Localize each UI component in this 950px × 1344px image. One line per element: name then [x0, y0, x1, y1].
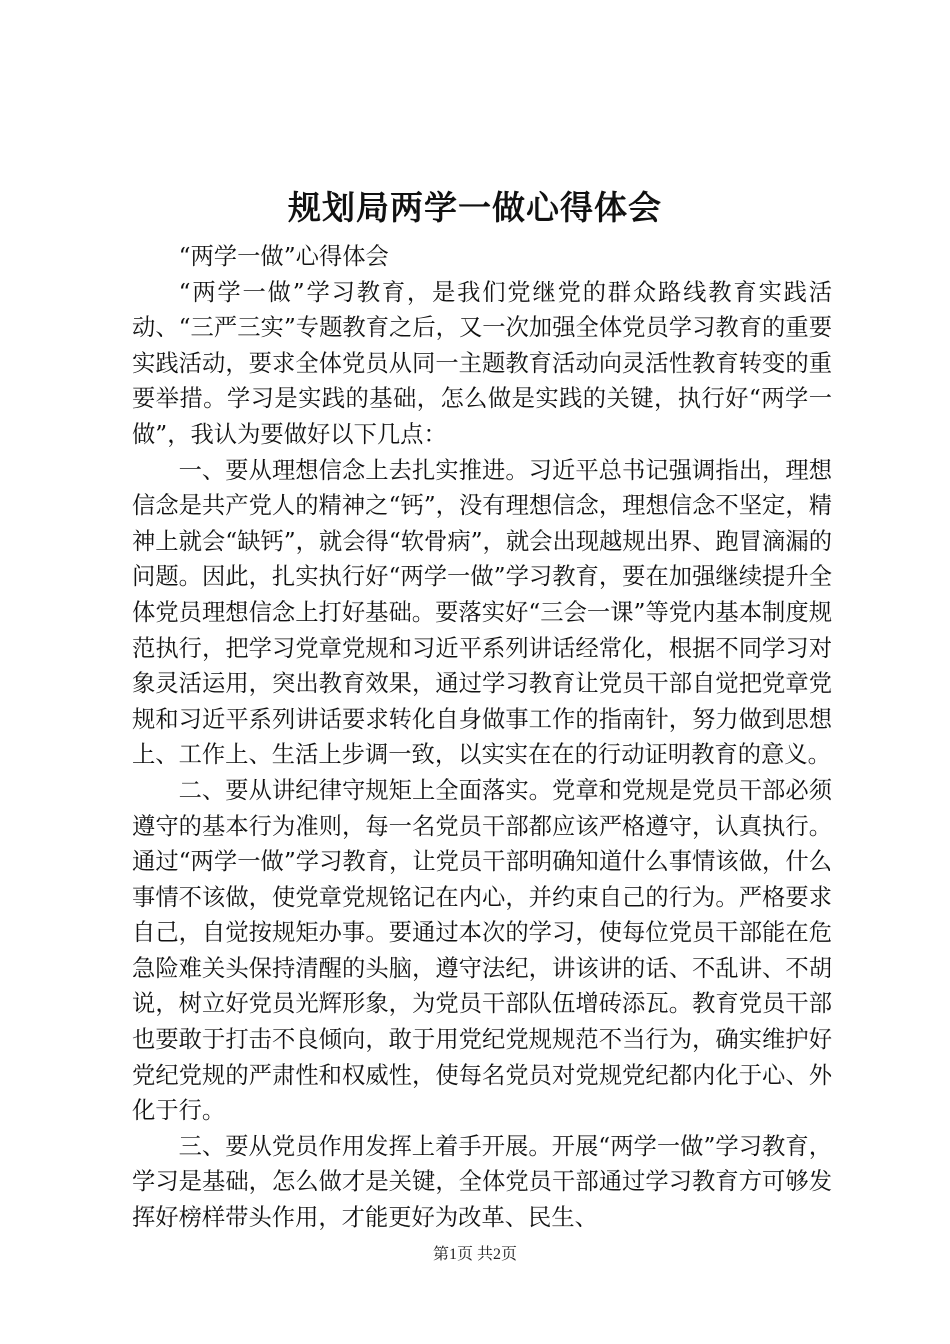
document-title: 规划局两学一做心得体会 — [288, 188, 662, 227]
document-body — [132, 239, 832, 1236]
body-paragraph-intro: “两学一做”学习教育，是我们党继党的群众路线教育实践活动、“三严三实”专题教育之后，又一次加强全体党员学习教育的重要实践活动，要求全体党员从同一主题教育活动向灵活性教育转变的重要举措。学习是实践的基础，怎么做是实践的关键，执行好“两学一做”，我认为要做好以下几点： — [132, 278, 832, 448]
body-paragraph-three: 三、要从党员作用发挥上着手开展。开展“两学一做”学习教育，学习是基础，怎么做才是关键，全体党员干部通过学习教育方可够发挥好榜样带头作用，才能更好为改革、民生、 — [132, 1132, 832, 1232]
body-paragraph-two: 二、要从讲纪律守规矩上全面落实。党章和党规是党员干部必须遵守的基本行为准则，每一名党员干部都应该严格遵守，认真执行。通过“两学一做”学习教育，让党员干部明确知道什么事情该做，什么事情不该做，使党章党规铭记在内心，并约束自己的行为。严格要求自己，自觉按规矩办事。要通过本次的学习，使每位党员干部能在危急险难关头保持清醒的头脑，遵守法纪，讲该讲的话、不乱讲、不胡说，树立好党员光辉形象，为党员干部队伍增砖添瓦。教育党员干部也要敢于打击不良倾向，敢于用党纪党规规范不当行为，确实维护好党纪党规的严肃性和权威性，使每名党员对党规党纪都内化于心、外化于行。 — [132, 776, 832, 1125]
subtitle-paragraph: “两学一做”心得体会 — [178, 243, 389, 270]
page-footer: 第1页 共2页 — [432, 1246, 517, 1263]
body-paragraph-one: 一、要从理想信念上去扎实推进。习近平总书记强调指出，理想信念是共产党人的精神之“钙”，没有理想信念，理想信念不坚定，精神上就会“缺钙”，就会得“软骨病”，就会出现越规出界、跑冒滴漏的问题。因此，扎实执行好“两学一做”学习教育，要在加强继续提升全体党员理想信念上打好基础。要落实好“三会一课”等党内基本制度规范执行，把学习党章党规和习近平系列讲话经常化，根据不同学习对象灵活运用，突出教育效果，通过学习教育让党员干部自觉把党章党规和习近平系列讲话要求转化自身做事工作的指南针，努力做到思想上、工作上、生活上步调一致，以实实在在的行动证明教育的意义。 — [132, 456, 832, 769]
